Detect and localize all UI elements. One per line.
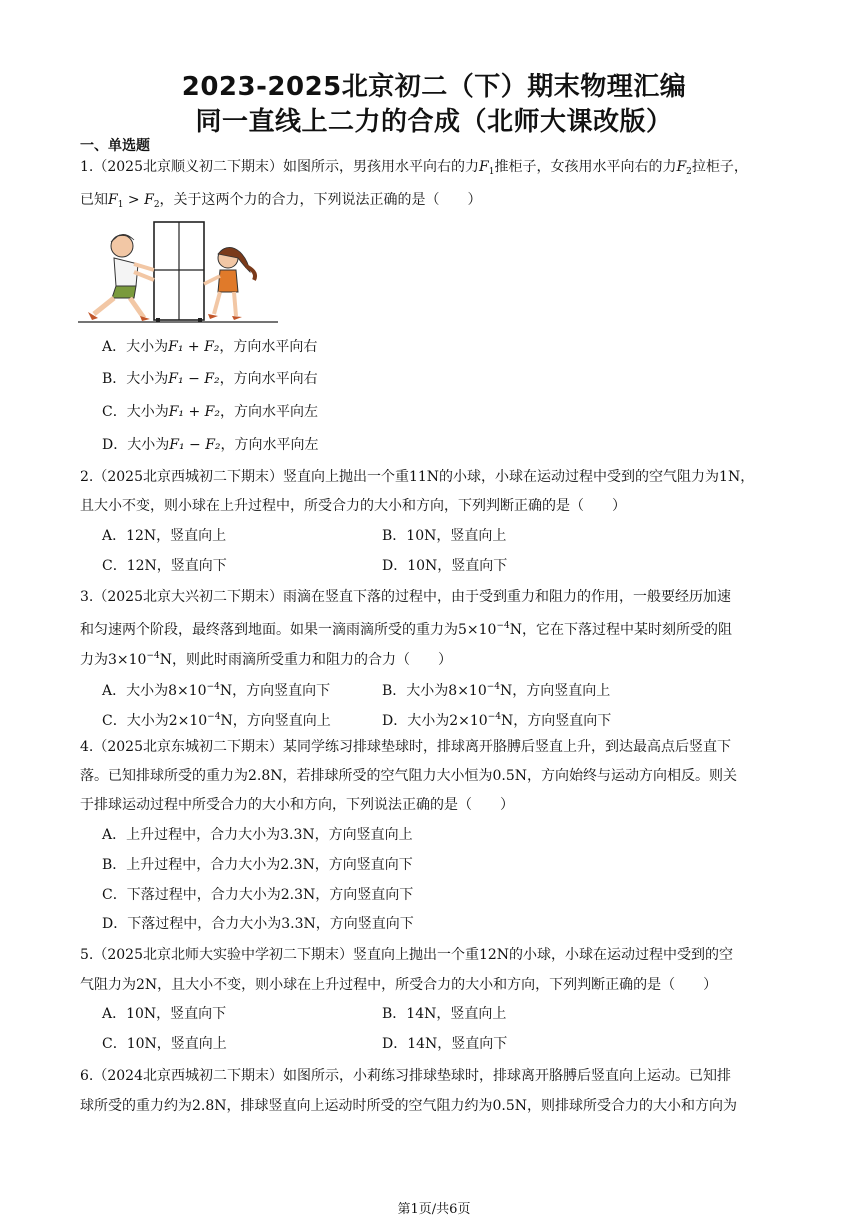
question-4-line-3: 于排球运动过程中所受合力的大小和方向，下列说法正确的是（ ） [80,797,514,813]
question-4-line-1: 4.（2025北京东城初二下期末）某同学练习排球垫球时，排球离开胳膊后竖直上升，到达最高点后竖直下 [80,739,731,755]
question-5-line-1: 5.（2025北京北师大实验中学初二下期末）竖直向上抛出一个重12N的小球，小球在运动过程中受到的空 [80,947,734,963]
page-footer: 第1页/共6页 [397,1202,471,1217]
question-1-option-c: C．大小为F₁ + F₂，方向水平向左 [102,404,319,420]
question-1-option-b: B．大小为F₁ − F₂，方向水平向右 [102,371,318,387]
question-4-option-a: A．上升过程中，合力大小为3.3N，方向竖直向上 [102,827,413,843]
question-3-line-3: 力为$3\times 10^{-4}N$，则此时雨滴所受重力和阻力的合力（ ） [80,651,452,668]
question-4-option-d: D．下落过程中，合力大小为3.3N，方向竖直向下 [102,916,414,932]
question-4-option-c: C．下落过程中，合力大小为2.3N，方向竖直向下 [102,887,414,903]
question-4-line-2: 落。已知排球所受的重力为2.8N，若排球所受的空气阻力大小恒为0.5N，方向始终与运动方向相反。则关 [80,768,738,784]
question-6-line-1: 6.（2024北京西城初二下期末）如图所示，小莉练习排球垫球时，排球离开胳膊后竖直向上运动。已知排 [80,1068,731,1084]
question-5-option-c: C．10N，竖直向上 [102,1036,227,1052]
question-3-option-b: B．大小为$8\times 10^{-4}N$，方向竖直向上 [382,682,611,699]
question-2-line-1: 2.（2025北京西城初二下期末）竖直向上抛出一个重11N的小球，小球在运动过程中受到的空气阻力为1N， [80,469,755,485]
question-5-option-d: D．14N，竖直向下 [382,1036,508,1052]
question-1-line-2: 已知$F_1 > F_2$，关于这两个力的合力，下列说法正确的是（ ） [80,192,482,210]
question-2-option-d: D．10N，竖直向下 [382,558,508,574]
question-1-option-d: D．大小为F₁ − F₂，方向水平向左 [102,437,319,453]
question-6-line-2: 球所受的重力约为2.8N，排球竖直向上运动时所受的空气阻力约为0.5N，则排球所受合力的大小和方向为 [80,1098,738,1114]
question-2-line-2: 且大小不变，则小球在上升过程中，所受合力的大小和方向，下列判断正确的是（ ） [80,498,626,514]
section-heading: 一、单选题 [80,138,150,154]
question-1-option-a: A．大小为F₁ + F₂，方向水平向右 [102,339,318,355]
boy-girl-cabinet-figure [78,220,278,326]
question-3-option-c: C．大小为$2\times 10^{-4}N$，方向竖直向上 [102,712,331,729]
question-2-option-a: A．12N，竖直向上 [102,528,227,544]
question-3-option-a: A．大小为$8\times 10^{-4}N$，方向竖直向下 [102,682,331,699]
question-5-line-2: 气阻力为2N，且大小不变，则小球在上升过程中，所受合力的大小和方向，下列判断正确的是（ ） [80,977,718,993]
question-2-option-b: B．10N，竖直向上 [382,528,507,544]
question-3-option-d: D．大小为$2\times 10^{-4}N$，方向竖直向下 [382,712,612,729]
question-3-line-1: 3.（2025北京大兴初二下期末）雨滴在竖直下落的过程中，由于受到重力和阻力的作用，一般要经历加速 [80,589,731,605]
page-title: 2023-2025北京初二（下）期末物理汇编 [181,72,687,102]
question-1-line-1: 1.（2025北京顺义初二下期末）如图所示，男孩用水平向右的力$F_1$推柜子，女孩用水平向右的力$F_2$拉柜子， [80,159,748,177]
question-5-option-a: A．10N，竖直向下 [102,1006,227,1022]
page-subtitle: 同一直线上二力的合成（北师大课改版） [195,107,673,137]
question-5-option-b: B．14N，竖直向上 [382,1006,507,1022]
question-3-line-2: 和匀速两个阶段，最终落到地面。如果一滴雨滴所受的重力为$5\times 10^{-4}N$，它在下落过程中某时刻所受的阻 [80,621,732,638]
question-2-option-c: C．12N，竖直向下 [102,558,227,574]
question-4-option-b: B．上升过程中，合力大小为2.3N，方向竖直向下 [102,857,413,873]
